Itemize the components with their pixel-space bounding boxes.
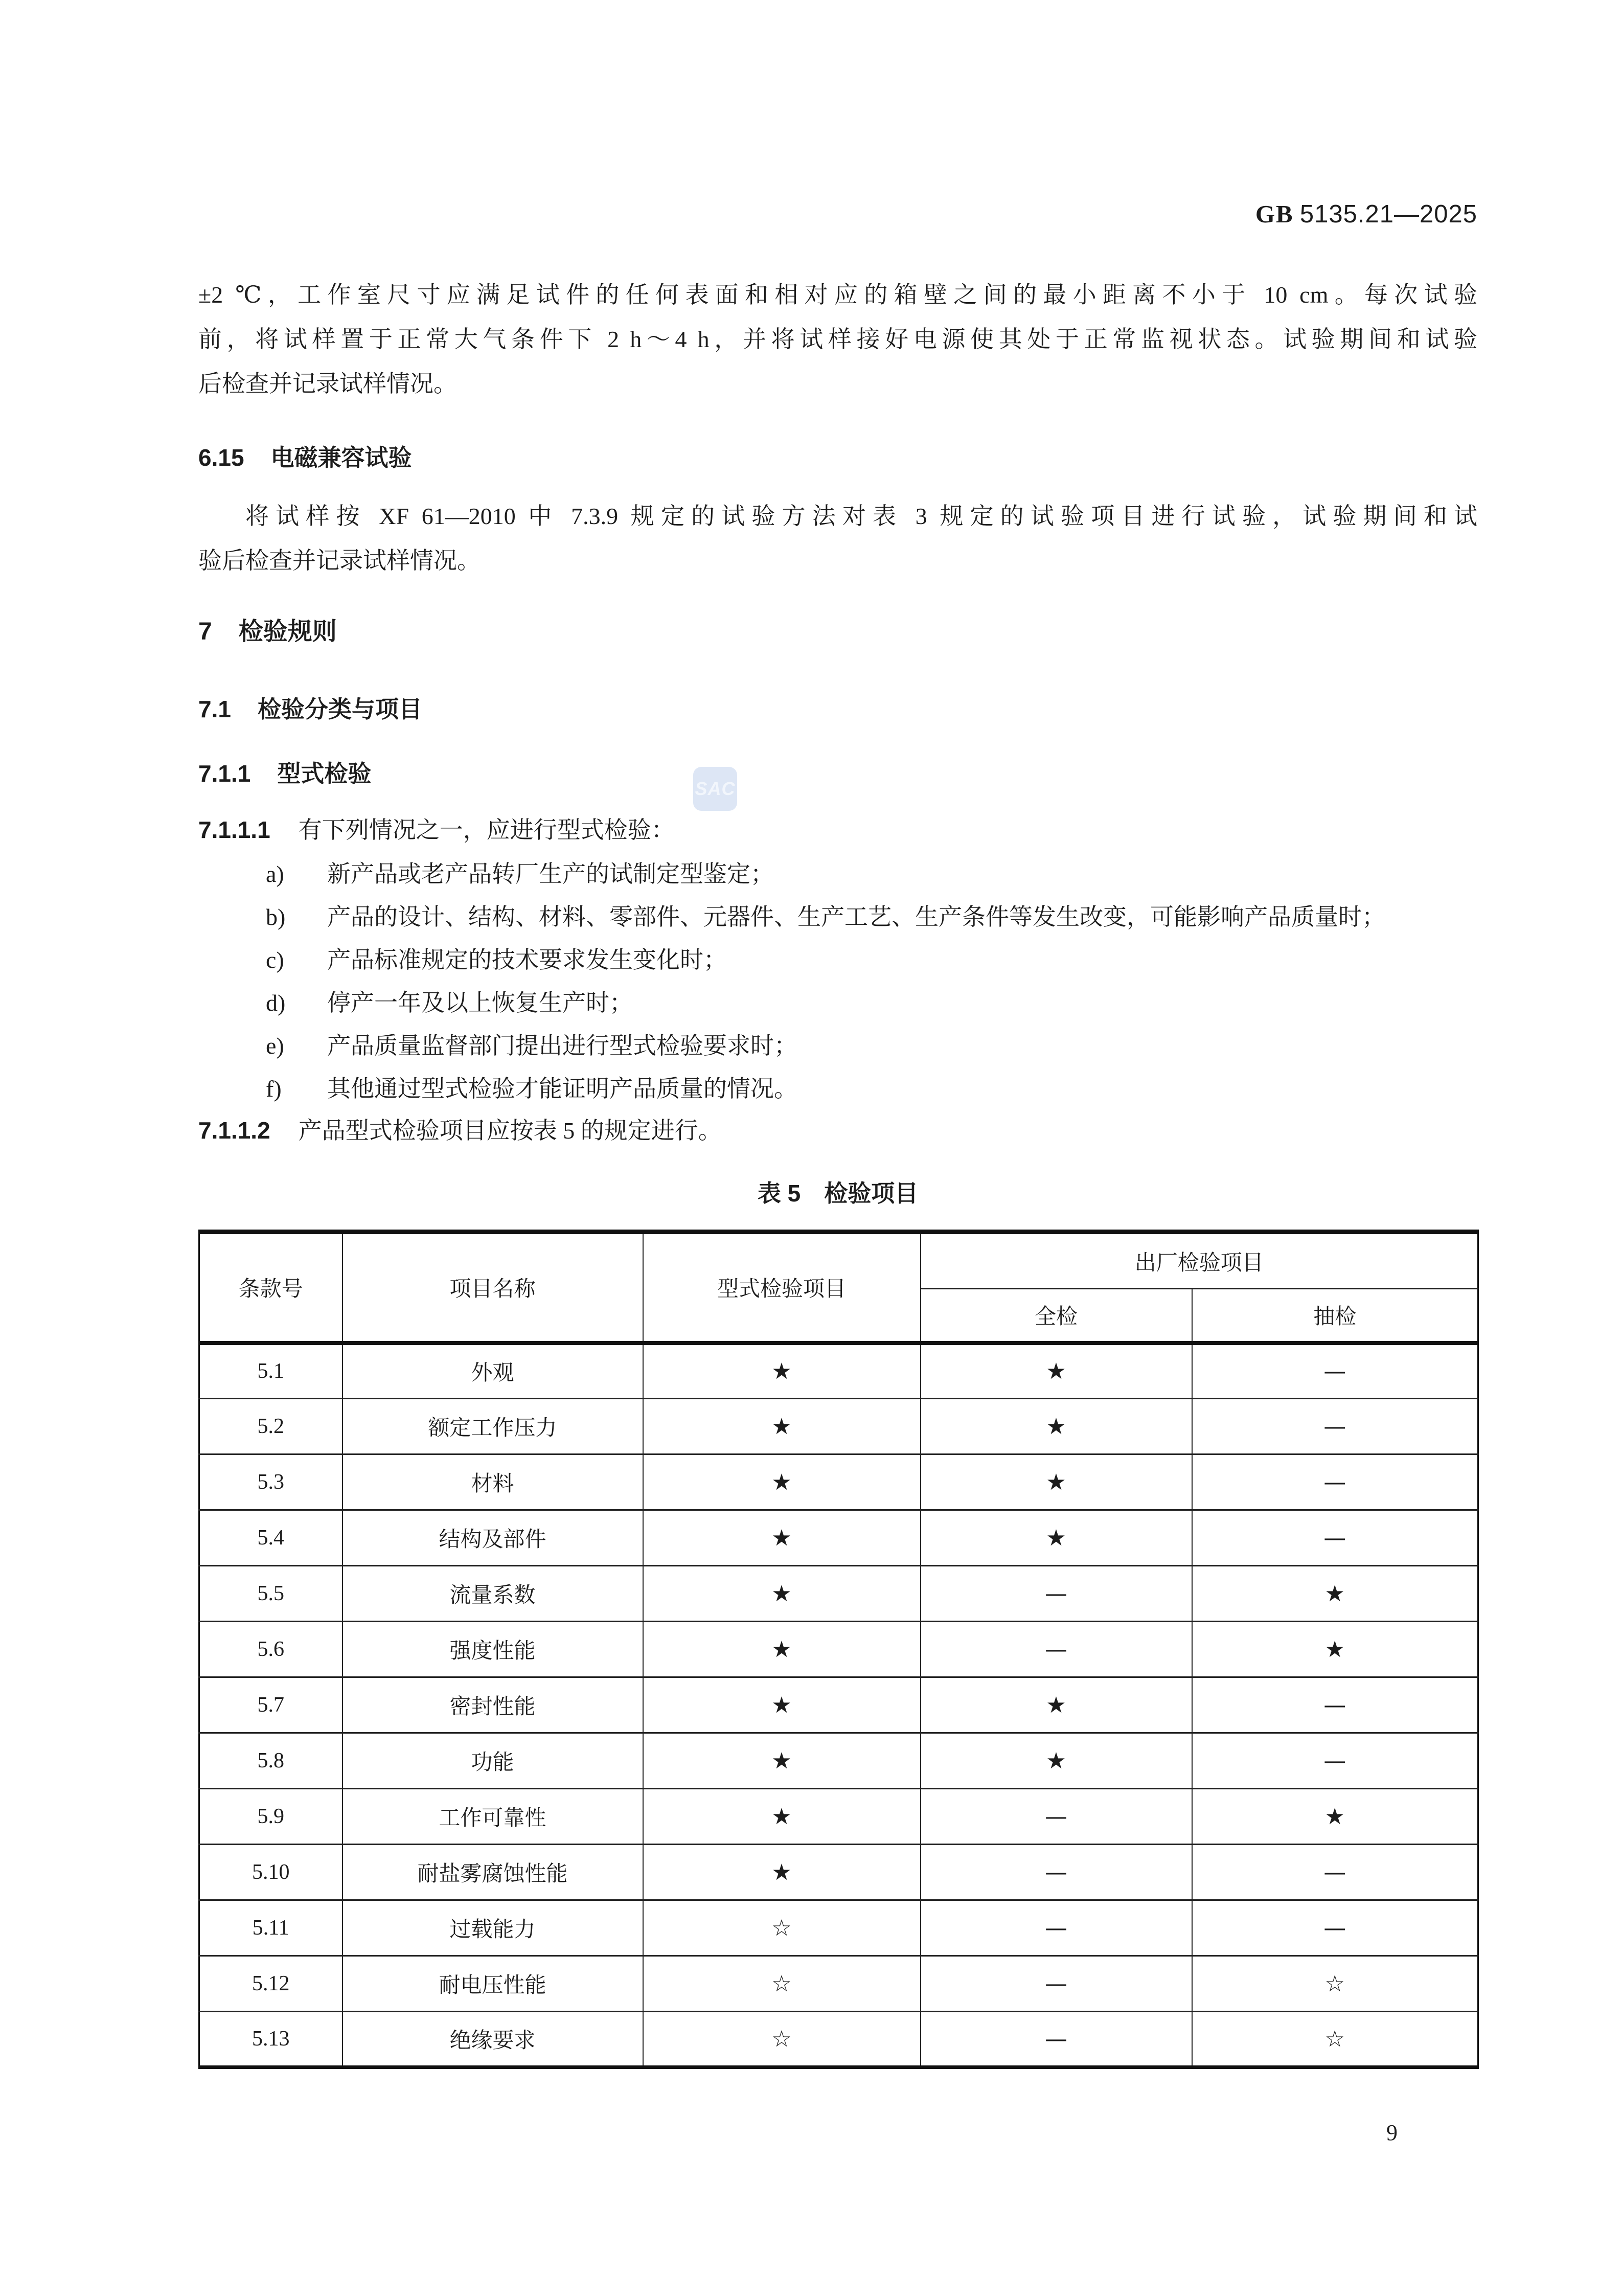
section-heading-7-1 bbox=[198, 697, 1477, 721]
list-item bbox=[198, 853, 1477, 896]
cell-sampling-check: ☆ bbox=[1192, 2012, 1478, 2067]
list-item bbox=[198, 1025, 1477, 1067]
cell-clause: 5.12 bbox=[199, 1956, 342, 2012]
sac-watermark-text: SAC bbox=[695, 778, 736, 799]
cell-full-check: — bbox=[921, 1789, 1192, 1845]
list-item bbox=[198, 1067, 1477, 1110]
column-header-type-test: 型式检验项目 bbox=[643, 1232, 921, 1343]
cell-sampling-check: ★ bbox=[1192, 1566, 1478, 1622]
cell-type-test: ☆ bbox=[643, 2012, 921, 2067]
list-item bbox=[198, 939, 1477, 982]
cell-type-test: ★ bbox=[643, 1845, 921, 1900]
cell-clause: 5.11 bbox=[199, 1900, 342, 1956]
cell-type-test: ★ bbox=[643, 1622, 921, 1677]
standard-code-prefix: GB bbox=[1255, 200, 1294, 228]
cell-full-check: — bbox=[921, 2012, 1192, 2067]
cell-type-test: ★ bbox=[643, 1677, 921, 1733]
table-row bbox=[199, 2012, 1478, 2067]
table-row bbox=[199, 1845, 1478, 1900]
cell-clause: 5.3 bbox=[199, 1454, 342, 1510]
clause-text: 产品型式检验项目应按表 5 的规定进行。 bbox=[298, 1118, 722, 1144]
column-header-full-check: 全检 bbox=[921, 1289, 1192, 1343]
table-row bbox=[199, 1677, 1478, 1733]
cell-full-check: ★ bbox=[921, 1510, 1192, 1566]
section-number: 6.15 bbox=[198, 444, 244, 471]
cell-clause: 5.9 bbox=[199, 1789, 342, 1845]
table-row bbox=[199, 1343, 1478, 1399]
column-header-factory-test: 出厂检验项目 bbox=[921, 1232, 1478, 1289]
page-number: 9 bbox=[1386, 2120, 1398, 2145]
cell-item-name: 工作可靠性 bbox=[342, 1789, 643, 1845]
section-title: 电磁兼容试验 bbox=[270, 444, 412, 471]
table-caption-title: 检验项目 bbox=[824, 1180, 919, 1207]
cell-item-name: 耐盐雾腐蚀性能 bbox=[342, 1845, 643, 1900]
paragraph-line: 前，将试样置于正常大气条件下 2 h～4 h，并将试样接好电源使其处于正常监视状态。试验期间和试验 bbox=[198, 326, 1477, 352]
sac-watermark-logo bbox=[693, 767, 737, 811]
table-row bbox=[199, 1956, 1478, 2012]
paragraph-continuation bbox=[198, 272, 1477, 406]
cell-type-test: ☆ bbox=[643, 1956, 921, 2012]
paragraph-line: 后检查并记录试样情况。 bbox=[198, 371, 457, 397]
clause-7-1-1-2 bbox=[198, 1119, 1477, 1143]
cell-item-name: 额定工作压力 bbox=[342, 1399, 643, 1454]
section-title: 检验规则 bbox=[238, 618, 337, 645]
section-heading-6-15 bbox=[198, 446, 1477, 469]
table-row bbox=[199, 1622, 1478, 1677]
clause-number: 7.1.1.2 bbox=[198, 1117, 270, 1144]
cell-full-check: — bbox=[921, 1900, 1192, 1956]
cell-full-check: ★ bbox=[921, 1343, 1192, 1399]
cell-clause: 5.10 bbox=[199, 1845, 342, 1900]
cell-sampling-check: ☆ bbox=[1192, 1956, 1478, 2012]
table-row bbox=[199, 1399, 1478, 1454]
cell-item-name: 材料 bbox=[342, 1454, 643, 1510]
cell-type-test: ★ bbox=[643, 1733, 921, 1789]
clause-7-1-1-1 bbox=[198, 818, 1477, 842]
list-item bbox=[198, 896, 1477, 939]
cell-clause: 5.13 bbox=[199, 2012, 342, 2067]
section-heading-7 bbox=[198, 620, 1477, 644]
list-item-label: b) bbox=[266, 904, 286, 930]
cell-item-name: 耐电压性能 bbox=[342, 1956, 643, 2012]
cell-full-check: ★ bbox=[921, 1733, 1192, 1789]
cell-sampling-check: — bbox=[1192, 1677, 1478, 1733]
section-number: 7.1.1 bbox=[198, 760, 251, 787]
list-item bbox=[198, 982, 1477, 1025]
clause-number: 7.1.1.1 bbox=[198, 816, 270, 843]
section-title: 检验分类与项目 bbox=[257, 696, 422, 722]
table-row bbox=[199, 1510, 1478, 1566]
section-number: 7 bbox=[198, 618, 212, 645]
list-item-label: f) bbox=[266, 1076, 282, 1102]
clause-text: 有下列情况之一，应进行型式检验： bbox=[298, 817, 675, 843]
column-header-sampling-check: 抽检 bbox=[1192, 1289, 1478, 1343]
section-title: 型式检验 bbox=[277, 760, 372, 787]
cell-sampling-check: — bbox=[1192, 1900, 1478, 1956]
cell-clause: 5.7 bbox=[199, 1677, 342, 1733]
cell-full-check: — bbox=[921, 1956, 1192, 2012]
table-row bbox=[199, 1566, 1478, 1622]
standard-code-header bbox=[1255, 199, 1477, 229]
cell-item-name: 强度性能 bbox=[342, 1622, 643, 1677]
cell-full-check: ★ bbox=[921, 1677, 1192, 1733]
cell-sampling-check: ★ bbox=[1192, 1622, 1478, 1677]
cell-type-test: ★ bbox=[643, 1399, 921, 1454]
column-header-clause: 条款号 bbox=[199, 1232, 342, 1343]
section-6-15-body bbox=[198, 494, 1477, 583]
cell-item-name: 功能 bbox=[342, 1733, 643, 1789]
list-item-text: 其他通过型式检验才能证明产品质量的情况。 bbox=[327, 1076, 797, 1102]
list-item-text: 产品质量监督部门提出进行型式检验要求时； bbox=[327, 1033, 797, 1059]
cell-item-name: 绝缘要求 bbox=[342, 2012, 643, 2067]
cell-item-name: 密封性能 bbox=[342, 1677, 643, 1733]
table-row bbox=[199, 1454, 1478, 1510]
list-item-text: 产品标准规定的技术要求发生变化时； bbox=[327, 947, 727, 973]
table-caption-label: 表 5 bbox=[757, 1180, 801, 1207]
cell-clause: 5.2 bbox=[199, 1399, 342, 1454]
list-item-label: c) bbox=[266, 947, 284, 973]
cell-clause: 5.4 bbox=[199, 1510, 342, 1566]
paragraph-line: 验后检查并记录试样情况。 bbox=[198, 548, 481, 574]
list-item-label: a) bbox=[266, 861, 284, 887]
cell-full-check: — bbox=[921, 1622, 1192, 1677]
paragraph-line: 将试样按 XF 61—2010 中 7.3.9 规定的试验方法对表 3 规定的试验项目进行试验，试验期间和试 bbox=[245, 503, 1477, 529]
list-item-label: d) bbox=[266, 990, 286, 1016]
cell-clause: 5.5 bbox=[199, 1566, 342, 1622]
list-item-text: 停产一年及以上恢复生产时； bbox=[327, 990, 633, 1016]
cell-type-test: ★ bbox=[643, 1510, 921, 1566]
list-item-label: e) bbox=[266, 1033, 284, 1059]
cell-sampling-check: — bbox=[1192, 1343, 1478, 1399]
column-header-item-name: 项目名称 bbox=[342, 1232, 643, 1343]
cell-sampling-check: — bbox=[1192, 1454, 1478, 1510]
section-heading-7-1-1 bbox=[198, 762, 1477, 785]
cell-item-name: 流量系数 bbox=[342, 1566, 643, 1622]
list-item-text: 新产品或老产品转厂生产的试制定型鉴定； bbox=[327, 861, 774, 887]
standard-code-number: 5135.21—2025 bbox=[1299, 200, 1477, 228]
section-number: 7.1 bbox=[198, 696, 231, 722]
list-item-text: 产品的设计、结构、材料、零部件、元器件、生产工艺、生产条件等发生改变，可能影响产品质量时； bbox=[327, 904, 1385, 930]
cell-sampling-check: — bbox=[1192, 1399, 1478, 1454]
cell-full-check: — bbox=[921, 1566, 1192, 1622]
cell-clause: 5.1 bbox=[199, 1343, 342, 1399]
cell-full-check: ★ bbox=[921, 1454, 1192, 1510]
cell-item-name: 结构及部件 bbox=[342, 1510, 643, 1566]
cell-sampling-check: — bbox=[1192, 1733, 1478, 1789]
table-5-caption bbox=[198, 1175, 1477, 1209]
table-row bbox=[199, 1900, 1478, 1956]
cell-sampling-check: — bbox=[1192, 1510, 1478, 1566]
cell-sampling-check: ★ bbox=[1192, 1789, 1478, 1845]
cell-type-test: ★ bbox=[643, 1789, 921, 1845]
cell-full-check: ★ bbox=[921, 1399, 1192, 1454]
type-test-condition-list bbox=[198, 853, 1477, 1110]
cell-full-check: — bbox=[921, 1845, 1192, 1900]
inspection-items-table bbox=[198, 1230, 1479, 2069]
cell-item-name: 过载能力 bbox=[342, 1900, 643, 1956]
paragraph-line: ±2 ℃，工作室尺寸应满足试件的任何表面和相对应的箱壁之间的最小距离不小于 10 cm。每次试验 bbox=[198, 282, 1477, 308]
cell-item-name: 外观 bbox=[342, 1343, 643, 1399]
cell-clause: 5.8 bbox=[199, 1733, 342, 1789]
table-row bbox=[199, 1733, 1478, 1789]
cell-sampling-check: — bbox=[1192, 1845, 1478, 1900]
cell-type-test: ★ bbox=[643, 1566, 921, 1622]
cell-clause: 5.6 bbox=[199, 1622, 342, 1677]
cell-type-test: ★ bbox=[643, 1343, 921, 1399]
table-row bbox=[199, 1789, 1478, 1845]
cell-type-test: ☆ bbox=[643, 1900, 921, 1956]
cell-type-test: ★ bbox=[643, 1454, 921, 1510]
